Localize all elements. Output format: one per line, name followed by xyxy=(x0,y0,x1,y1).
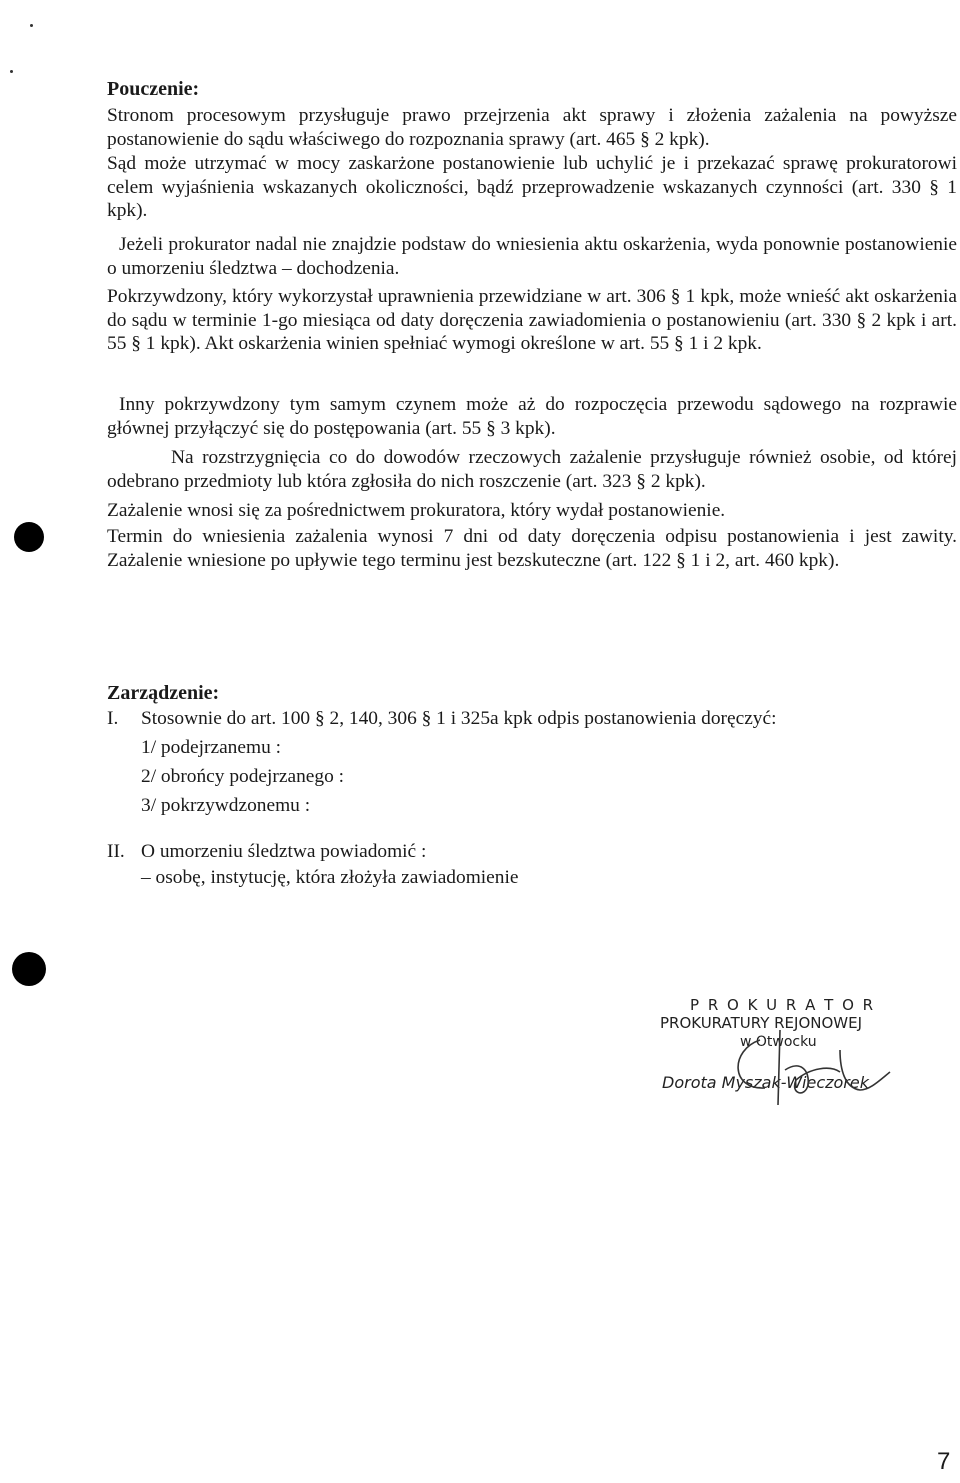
section-i-text: Stosownie do art. 100 § 2, 140, 306 § 1 i 325a kpk odpis postanowienia doręczyć: xyxy=(141,708,777,729)
pouczenie-paragraph-6: Na rozstrzygnięcia co do dowodów rzeczowych zażalenie przysługuje również osobie, od której odebrano przedmioty lub która zgłosiła do nich roszczenie (art. 323 § 2 kpk). xyxy=(107,447,957,492)
pouczenie-paragraph-1: Stronom procesowym przysługuje prawo przejrzenia akt sprawy i złożenia zażalenia na powyższe postanowienie do sądu właściwego do rozpoznania sprawy (art. 465 § 2 kpk). xyxy=(107,105,957,150)
scan-speck xyxy=(30,24,33,27)
pouczenie-paragraph-2: Sąd może utrzymać w mocy zaskarżone postanowienie lub uchylić je i przekazać sprawę prokuratorowi celem wyjaśnienia wskazanych okoliczności, bądź przeprowadzenie wskazanych czynności (art. 330 § 1 kpk). xyxy=(107,153,957,222)
stamp-office: PROKURATURY REJONOWEJ xyxy=(660,1014,863,1032)
pouczenie-paragraph-4: Pokrzywdzony, który wykorzystał uprawnienia przewidziane w art. 306 § 1 kpk, może wnieść akt oskarżenia do sądu w terminie 1-go miesiąca od daty doręczenia zawiadomienia o postanowieniu (art. 330 § 2 kpk i art. 55 § 1 kpk). Akt oskarżenia winien spełniać wymogi określone w art. 55 § 1 i 2 kpk. xyxy=(107,286,957,355)
stamp-location: w Otwocku xyxy=(740,1034,817,1050)
section-i-number: I. xyxy=(107,708,119,729)
handwritten-signature xyxy=(690,1010,910,1120)
section-ii-text: O umorzeniu śledztwa powiadomić : xyxy=(141,841,427,862)
recipient-line: 2/ obrońcy podejrzanego : xyxy=(141,766,344,787)
pouczenie-paragraph-7: Zażalenie wnosi się za pośrednictwem prokuratora, który wydał postanowienie. xyxy=(107,500,726,521)
pouczenie-paragraph-8: Termin do wniesienia zażalenia wynosi 7 dni od daty doręczenia odpisu postanowienia i jest zawity. Zażalenie wniesione po upływie tego terminu jest bezskuteczne (art. 122 § 1 i 2, art. 460 kpk). xyxy=(107,526,957,571)
pouczenie-paragraph-5: Inny pokrzywdzony tym samym czynem może aż do rozpoczęcia przewodu sądowego na rozprawie głównej przyłączyć się do postępowania (art. 55 § 3 kpk). xyxy=(107,394,957,439)
binder-hole-mark xyxy=(12,952,46,986)
zarzadzenie-heading: Zarządzenie: xyxy=(107,682,220,704)
page-number: 7 xyxy=(937,1448,951,1475)
recipient-line: 3/ pokrzywdzonemu : xyxy=(141,795,311,816)
recipient-line: 1/ podejrzanemu : xyxy=(141,737,281,758)
stamp-title: P R O K U R A T O R xyxy=(690,996,876,1014)
scan-speck xyxy=(10,70,13,73)
section-ii-number: II. xyxy=(107,841,125,862)
pouczenie-heading: Pouczenie: xyxy=(107,78,200,100)
section-ii-item: – osobę, instytucję, która złożyła zawiadomienie xyxy=(141,867,519,888)
binder-hole-mark xyxy=(14,522,44,552)
stamp-name: Dorota Myszak-Wieczorek xyxy=(662,1073,869,1092)
pouczenie-paragraph-3: Jeżeli prokurator nadal nie znajdzie podstaw do wniesienia aktu oskarżenia, wyda ponownie postanowienie o umorzeniu śledztwa – dochodzenia. xyxy=(107,234,957,279)
